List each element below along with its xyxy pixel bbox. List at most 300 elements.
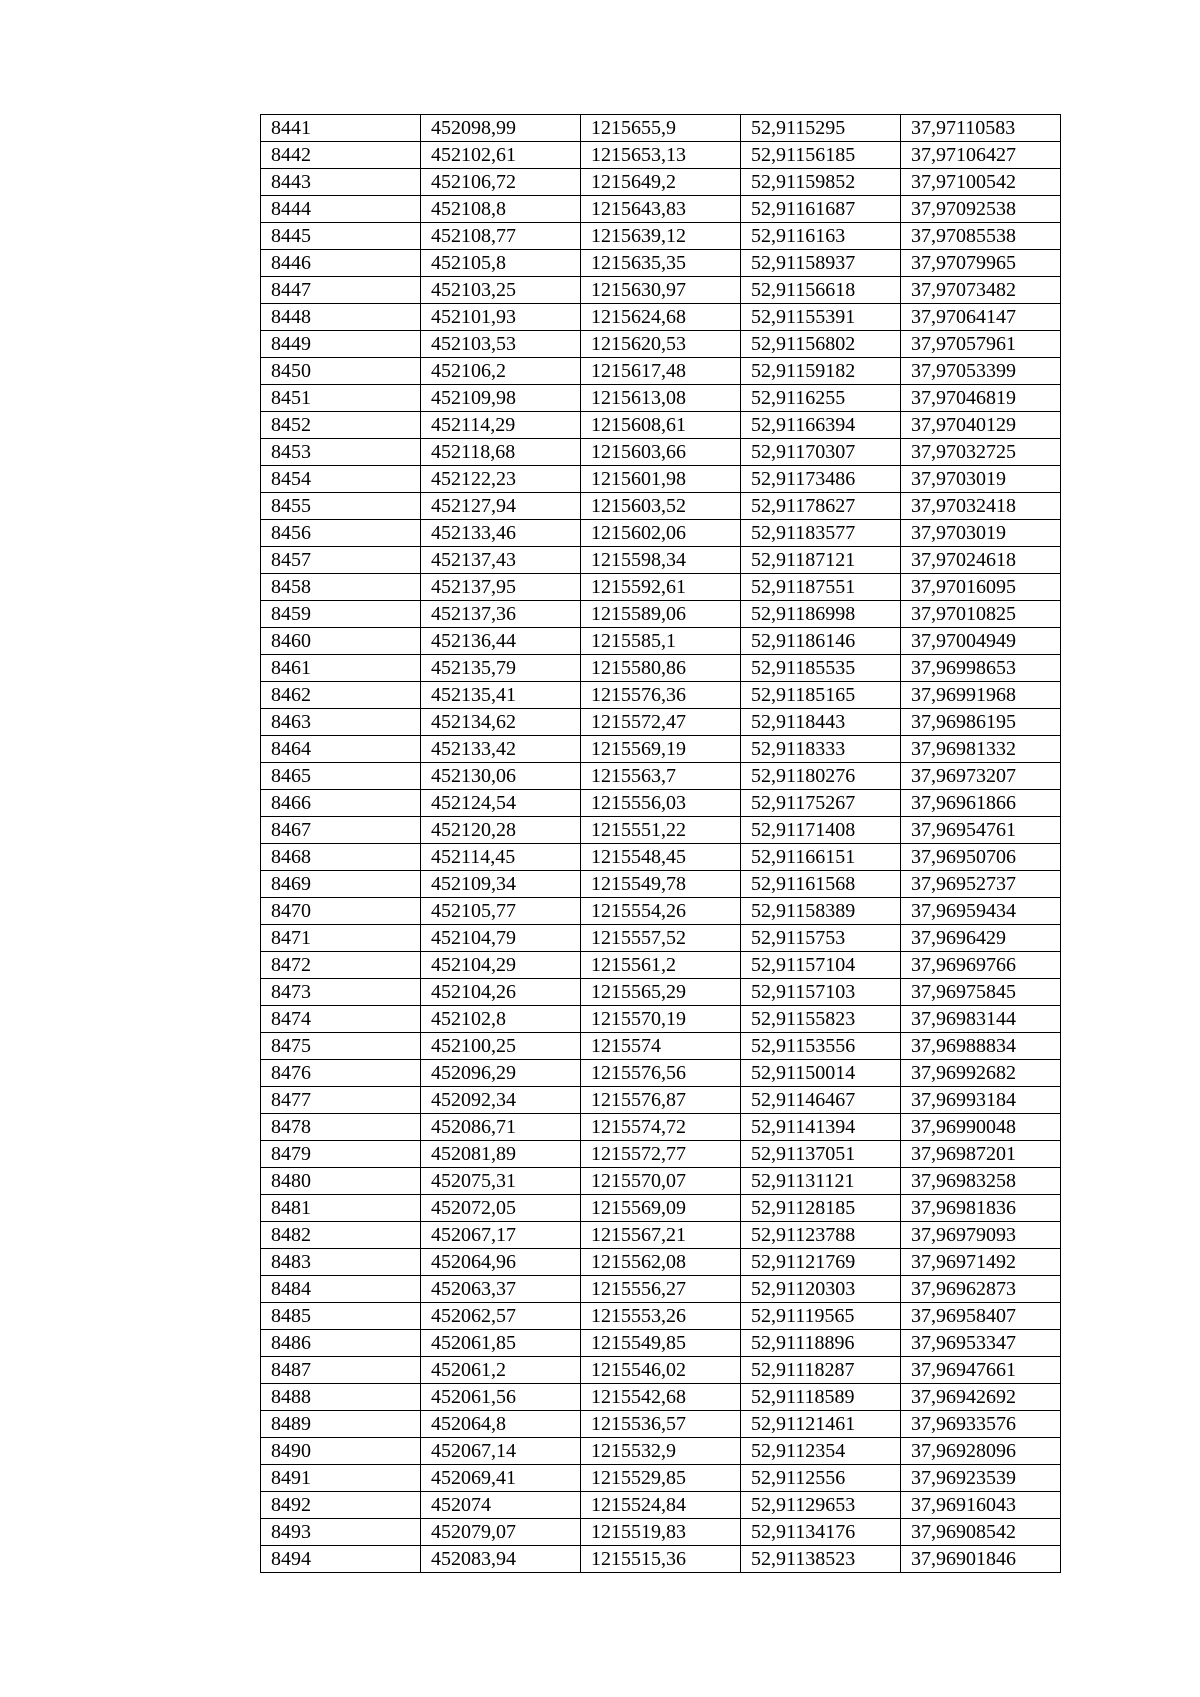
y-coordinate-cell: 1215620,53 [581,331,741,358]
longitude-cell: 37,97032418 [901,493,1061,520]
point-number-cell: 8492 [261,1492,421,1519]
longitude-cell: 37,96916043 [901,1492,1061,1519]
x-coordinate-cell: 452118,68 [421,439,581,466]
latitude-cell: 52,91158389 [741,898,901,925]
y-coordinate-cell: 1215585,1 [581,628,741,655]
x-coordinate-cell: 452061,85 [421,1330,581,1357]
x-coordinate-cell: 452067,17 [421,1222,581,1249]
longitude-cell: 37,97073482 [901,277,1061,304]
y-coordinate-cell: 1215567,21 [581,1222,741,1249]
y-coordinate-cell: 1215569,09 [581,1195,741,1222]
point-number-cell: 8442 [261,142,421,169]
table-row [261,466,1061,493]
x-coordinate-cell: 452069,41 [421,1465,581,1492]
latitude-cell: 52,91159182 [741,358,901,385]
point-number-cell: 8463 [261,709,421,736]
point-number-cell: 8450 [261,358,421,385]
table-row [261,1411,1061,1438]
table-row [261,520,1061,547]
point-number-cell: 8454 [261,466,421,493]
latitude-cell: 52,91146467 [741,1087,901,1114]
table-row [261,196,1061,223]
latitude-cell: 52,91119565 [741,1303,901,1330]
point-number-cell: 8490 [261,1438,421,1465]
latitude-cell: 52,91121461 [741,1411,901,1438]
y-coordinate-cell: 1215624,68 [581,304,741,331]
y-coordinate-cell: 1215630,97 [581,277,741,304]
table-row [261,601,1061,628]
point-number-cell: 8458 [261,574,421,601]
table-row [261,142,1061,169]
longitude-cell: 37,96901846 [901,1546,1061,1573]
coordinates-table [260,114,1061,1573]
latitude-cell: 52,91183577 [741,520,901,547]
x-coordinate-cell: 452133,42 [421,736,581,763]
latitude-cell: 52,91178627 [741,493,901,520]
table-row [261,709,1061,736]
point-number-cell: 8441 [261,115,421,142]
table-row [261,412,1061,439]
x-coordinate-cell: 452120,28 [421,817,581,844]
y-coordinate-cell: 1215570,07 [581,1168,741,1195]
longitude-cell: 37,96971492 [901,1249,1061,1276]
y-coordinate-cell: 1215565,29 [581,979,741,1006]
x-coordinate-cell: 452064,8 [421,1411,581,1438]
latitude-cell: 52,9116163 [741,223,901,250]
y-coordinate-cell: 1215519,83 [581,1519,741,1546]
table-row [261,1141,1061,1168]
point-number-cell: 8483 [261,1249,421,1276]
y-coordinate-cell: 1215613,08 [581,385,741,412]
longitude-cell: 37,96987201 [901,1141,1061,1168]
longitude-cell: 37,96952737 [901,871,1061,898]
y-coordinate-cell: 1215576,36 [581,682,741,709]
y-coordinate-cell: 1215553,26 [581,1303,741,1330]
point-number-cell: 8452 [261,412,421,439]
longitude-cell: 37,96942692 [901,1384,1061,1411]
coordinates-table-body [261,115,1061,1573]
latitude-cell: 52,9112354 [741,1438,901,1465]
table-row [261,331,1061,358]
x-coordinate-cell: 452063,37 [421,1276,581,1303]
latitude-cell: 52,91185165 [741,682,901,709]
table-row [261,871,1061,898]
longitude-cell: 37,97085538 [901,223,1061,250]
latitude-cell: 52,91141394 [741,1114,901,1141]
x-coordinate-cell: 452081,89 [421,1141,581,1168]
point-number-cell: 8455 [261,493,421,520]
table-row [261,574,1061,601]
latitude-cell: 52,9115753 [741,925,901,952]
table-row [261,1384,1061,1411]
point-number-cell: 8470 [261,898,421,925]
latitude-cell: 52,91120303 [741,1276,901,1303]
point-number-cell: 8488 [261,1384,421,1411]
y-coordinate-cell: 1215580,86 [581,655,741,682]
longitude-cell: 37,96983258 [901,1168,1061,1195]
longitude-cell: 37,96947661 [901,1357,1061,1384]
longitude-cell: 37,96991968 [901,682,1061,709]
latitude-cell: 52,91123788 [741,1222,901,1249]
x-coordinate-cell: 452137,43 [421,547,581,574]
y-coordinate-cell: 1215569,19 [581,736,741,763]
y-coordinate-cell: 1215635,35 [581,250,741,277]
y-coordinate-cell: 1215572,77 [581,1141,741,1168]
x-coordinate-cell: 452108,8 [421,196,581,223]
point-number-cell: 8491 [261,1465,421,1492]
table-row [261,655,1061,682]
longitude-cell: 37,97053399 [901,358,1061,385]
y-coordinate-cell: 1215649,2 [581,169,741,196]
x-coordinate-cell: 452135,41 [421,682,581,709]
point-number-cell: 8472 [261,952,421,979]
x-coordinate-cell: 452122,23 [421,466,581,493]
longitude-cell: 37,96992682 [901,1060,1061,1087]
table-row [261,547,1061,574]
longitude-cell: 37,97064147 [901,304,1061,331]
table-row [261,763,1061,790]
y-coordinate-cell: 1215639,12 [581,223,741,250]
longitude-cell: 37,97046819 [901,385,1061,412]
point-number-cell: 8457 [261,547,421,574]
y-coordinate-cell: 1215557,52 [581,925,741,952]
point-number-cell: 8462 [261,682,421,709]
longitude-cell: 37,96933576 [901,1411,1061,1438]
table-row [261,925,1061,952]
latitude-cell: 52,91156618 [741,277,901,304]
x-coordinate-cell: 452104,29 [421,952,581,979]
point-number-cell: 8475 [261,1033,421,1060]
latitude-cell: 52,91171408 [741,817,901,844]
latitude-cell: 52,91180276 [741,763,901,790]
latitude-cell: 52,91170307 [741,439,901,466]
table-row [261,1519,1061,1546]
latitude-cell: 52,91161568 [741,871,901,898]
longitude-cell: 37,97106427 [901,142,1061,169]
table-row [261,682,1061,709]
point-number-cell: 8448 [261,304,421,331]
table-row [261,1330,1061,1357]
table-row [261,1546,1061,1573]
point-number-cell: 8471 [261,925,421,952]
latitude-cell: 52,91166394 [741,412,901,439]
table-row [261,628,1061,655]
x-coordinate-cell: 452072,05 [421,1195,581,1222]
latitude-cell: 52,9116255 [741,385,901,412]
y-coordinate-cell: 1215536,57 [581,1411,741,1438]
point-number-cell: 8484 [261,1276,421,1303]
y-coordinate-cell: 1215549,85 [581,1330,741,1357]
point-number-cell: 8468 [261,844,421,871]
x-coordinate-cell: 452102,8 [421,1006,581,1033]
x-coordinate-cell: 452127,94 [421,493,581,520]
longitude-cell: 37,96928096 [901,1438,1061,1465]
longitude-cell: 37,96959434 [901,898,1061,925]
table-row [261,1033,1061,1060]
longitude-cell: 37,97079965 [901,250,1061,277]
latitude-cell: 52,91159852 [741,169,901,196]
point-number-cell: 8476 [261,1060,421,1087]
x-coordinate-cell: 452096,29 [421,1060,581,1087]
point-number-cell: 8487 [261,1357,421,1384]
x-coordinate-cell: 452109,98 [421,385,581,412]
latitude-cell: 52,9118333 [741,736,901,763]
longitude-cell: 37,96981332 [901,736,1061,763]
latitude-cell: 52,91150014 [741,1060,901,1087]
x-coordinate-cell: 452136,44 [421,628,581,655]
table-row [261,223,1061,250]
y-coordinate-cell: 1215570,19 [581,1006,741,1033]
x-coordinate-cell: 452061,2 [421,1357,581,1384]
table-row [261,1222,1061,1249]
table-row [261,493,1061,520]
latitude-cell: 52,91155823 [741,1006,901,1033]
table-row [261,1168,1061,1195]
longitude-cell: 37,97092538 [901,196,1061,223]
point-number-cell: 8445 [261,223,421,250]
point-number-cell: 8459 [261,601,421,628]
x-coordinate-cell: 452106,72 [421,169,581,196]
y-coordinate-cell: 1215653,13 [581,142,741,169]
point-number-cell: 8444 [261,196,421,223]
latitude-cell: 52,9115295 [741,115,901,142]
table-row [261,1276,1061,1303]
latitude-cell: 52,91137051 [741,1141,901,1168]
x-coordinate-cell: 452075,31 [421,1168,581,1195]
table-row [261,952,1061,979]
y-coordinate-cell: 1215549,78 [581,871,741,898]
latitude-cell: 52,91156185 [741,142,901,169]
point-number-cell: 8446 [261,250,421,277]
x-coordinate-cell: 452103,53 [421,331,581,358]
y-coordinate-cell: 1215603,52 [581,493,741,520]
longitude-cell: 37,96979093 [901,1222,1061,1249]
table-row [261,358,1061,385]
point-number-cell: 8494 [261,1546,421,1573]
table-row [261,1060,1061,1087]
x-coordinate-cell: 452133,46 [421,520,581,547]
latitude-cell: 52,91134176 [741,1519,901,1546]
point-number-cell: 8482 [261,1222,421,1249]
latitude-cell: 52,91185535 [741,655,901,682]
longitude-cell: 37,96973207 [901,763,1061,790]
table-row [261,304,1061,331]
y-coordinate-cell: 1215554,26 [581,898,741,925]
table-row [261,1114,1061,1141]
x-coordinate-cell: 452083,94 [421,1546,581,1573]
point-number-cell: 8486 [261,1330,421,1357]
table-row [261,817,1061,844]
y-coordinate-cell: 1215617,48 [581,358,741,385]
longitude-cell: 37,97010825 [901,601,1061,628]
table-row [261,736,1061,763]
point-number-cell: 8461 [261,655,421,682]
y-coordinate-cell: 1215515,36 [581,1546,741,1573]
longitude-cell: 37,96975845 [901,979,1061,1006]
point-number-cell: 8477 [261,1087,421,1114]
y-coordinate-cell: 1215556,27 [581,1276,741,1303]
longitude-cell: 37,96908542 [901,1519,1061,1546]
x-coordinate-cell: 452114,29 [421,412,581,439]
latitude-cell: 52,9112556 [741,1465,901,1492]
table-row [261,439,1061,466]
latitude-cell: 52,91186146 [741,628,901,655]
x-coordinate-cell: 452137,95 [421,574,581,601]
y-coordinate-cell: 1215574 [581,1033,741,1060]
latitude-cell: 52,91187121 [741,547,901,574]
x-coordinate-cell: 452079,07 [421,1519,581,1546]
longitude-cell: 37,96954761 [901,817,1061,844]
latitude-cell: 52,91157103 [741,979,901,1006]
latitude-cell: 52,91166151 [741,844,901,871]
longitude-cell: 37,97024618 [901,547,1061,574]
point-number-cell: 8493 [261,1519,421,1546]
longitude-cell: 37,96990048 [901,1114,1061,1141]
table-row [261,115,1061,142]
point-number-cell: 8453 [261,439,421,466]
point-number-cell: 8456 [261,520,421,547]
point-number-cell: 8465 [261,763,421,790]
latitude-cell: 52,91175267 [741,790,901,817]
y-coordinate-cell: 1215655,9 [581,115,741,142]
longitude-cell: 37,96988834 [901,1033,1061,1060]
y-coordinate-cell: 1215602,06 [581,520,741,547]
point-number-cell: 8447 [261,277,421,304]
x-coordinate-cell: 452134,62 [421,709,581,736]
x-coordinate-cell: 452086,71 [421,1114,581,1141]
x-coordinate-cell: 452137,36 [421,601,581,628]
table-row [261,1303,1061,1330]
table-row [261,277,1061,304]
point-number-cell: 8489 [261,1411,421,1438]
x-coordinate-cell: 452062,57 [421,1303,581,1330]
latitude-cell: 52,91155391 [741,304,901,331]
x-coordinate-cell: 452105,8 [421,250,581,277]
x-coordinate-cell: 452104,79 [421,925,581,952]
longitude-cell: 37,97004949 [901,628,1061,655]
point-number-cell: 8469 [261,871,421,898]
x-coordinate-cell: 452102,61 [421,142,581,169]
table-row [261,844,1061,871]
point-number-cell: 8443 [261,169,421,196]
longitude-cell: 37,9696429 [901,925,1061,952]
point-number-cell: 8478 [261,1114,421,1141]
table-row [261,1357,1061,1384]
table-row [261,1195,1061,1222]
x-coordinate-cell: 452124,54 [421,790,581,817]
y-coordinate-cell: 1215643,83 [581,196,741,223]
latitude-cell: 52,91156802 [741,331,901,358]
longitude-cell: 37,9703019 [901,466,1061,493]
longitude-cell: 37,96969766 [901,952,1061,979]
x-coordinate-cell: 452092,34 [421,1087,581,1114]
point-number-cell: 8466 [261,790,421,817]
latitude-cell: 52,91131121 [741,1168,901,1195]
y-coordinate-cell: 1215551,22 [581,817,741,844]
x-coordinate-cell: 452101,93 [421,304,581,331]
y-coordinate-cell: 1215529,85 [581,1465,741,1492]
x-coordinate-cell: 452135,79 [421,655,581,682]
table-row [261,1006,1061,1033]
longitude-cell: 37,97016095 [901,574,1061,601]
latitude-cell: 52,91153556 [741,1033,901,1060]
latitude-cell: 52,91173486 [741,466,901,493]
point-number-cell: 8481 [261,1195,421,1222]
longitude-cell: 37,96958407 [901,1303,1061,1330]
longitude-cell: 37,97032725 [901,439,1061,466]
x-coordinate-cell: 452064,96 [421,1249,581,1276]
y-coordinate-cell: 1215576,87 [581,1087,741,1114]
point-number-cell: 8464 [261,736,421,763]
x-coordinate-cell: 452106,2 [421,358,581,385]
longitude-cell: 37,97040129 [901,412,1061,439]
table-row [261,790,1061,817]
longitude-cell: 37,96962873 [901,1276,1061,1303]
longitude-cell: 37,96961866 [901,790,1061,817]
x-coordinate-cell: 452109,34 [421,871,581,898]
latitude-cell: 52,91118287 [741,1357,901,1384]
y-coordinate-cell: 1215574,72 [581,1114,741,1141]
point-number-cell: 8479 [261,1141,421,1168]
table-row [261,1438,1061,1465]
table-row [261,1249,1061,1276]
longitude-cell: 37,96950706 [901,844,1061,871]
x-coordinate-cell: 452061,56 [421,1384,581,1411]
x-coordinate-cell: 452114,45 [421,844,581,871]
latitude-cell: 52,91161687 [741,196,901,223]
table-row [261,979,1061,1006]
longitude-cell: 37,96998653 [901,655,1061,682]
longitude-cell: 37,97057961 [901,331,1061,358]
y-coordinate-cell: 1215598,34 [581,547,741,574]
latitude-cell: 52,91129653 [741,1492,901,1519]
latitude-cell: 52,91128185 [741,1195,901,1222]
longitude-cell: 37,96953347 [901,1330,1061,1357]
x-coordinate-cell: 452104,26 [421,979,581,1006]
y-coordinate-cell: 1215603,66 [581,439,741,466]
table-row [261,169,1061,196]
table-row [261,898,1061,925]
latitude-cell: 52,91118589 [741,1384,901,1411]
y-coordinate-cell: 1215572,47 [581,709,741,736]
latitude-cell: 52,91118896 [741,1330,901,1357]
y-coordinate-cell: 1215589,06 [581,601,741,628]
y-coordinate-cell: 1215561,2 [581,952,741,979]
y-coordinate-cell: 1215524,84 [581,1492,741,1519]
longitude-cell: 37,97110583 [901,115,1061,142]
latitude-cell: 52,91157104 [741,952,901,979]
y-coordinate-cell: 1215562,08 [581,1249,741,1276]
latitude-cell: 52,9118443 [741,709,901,736]
table-row [261,250,1061,277]
table-row [261,1087,1061,1114]
latitude-cell: 52,91121769 [741,1249,901,1276]
point-number-cell: 8451 [261,385,421,412]
x-coordinate-cell: 452105,77 [421,898,581,925]
longitude-cell: 37,96923539 [901,1465,1061,1492]
point-number-cell: 8467 [261,817,421,844]
longitude-cell: 37,96986195 [901,709,1061,736]
y-coordinate-cell: 1215546,02 [581,1357,741,1384]
latitude-cell: 52,91158937 [741,250,901,277]
x-coordinate-cell: 452074 [421,1492,581,1519]
y-coordinate-cell: 1215548,45 [581,844,741,871]
latitude-cell: 52,91187551 [741,574,901,601]
latitude-cell: 52,91186998 [741,601,901,628]
y-coordinate-cell: 1215563,7 [581,763,741,790]
point-number-cell: 8449 [261,331,421,358]
longitude-cell: 37,9703019 [901,520,1061,547]
